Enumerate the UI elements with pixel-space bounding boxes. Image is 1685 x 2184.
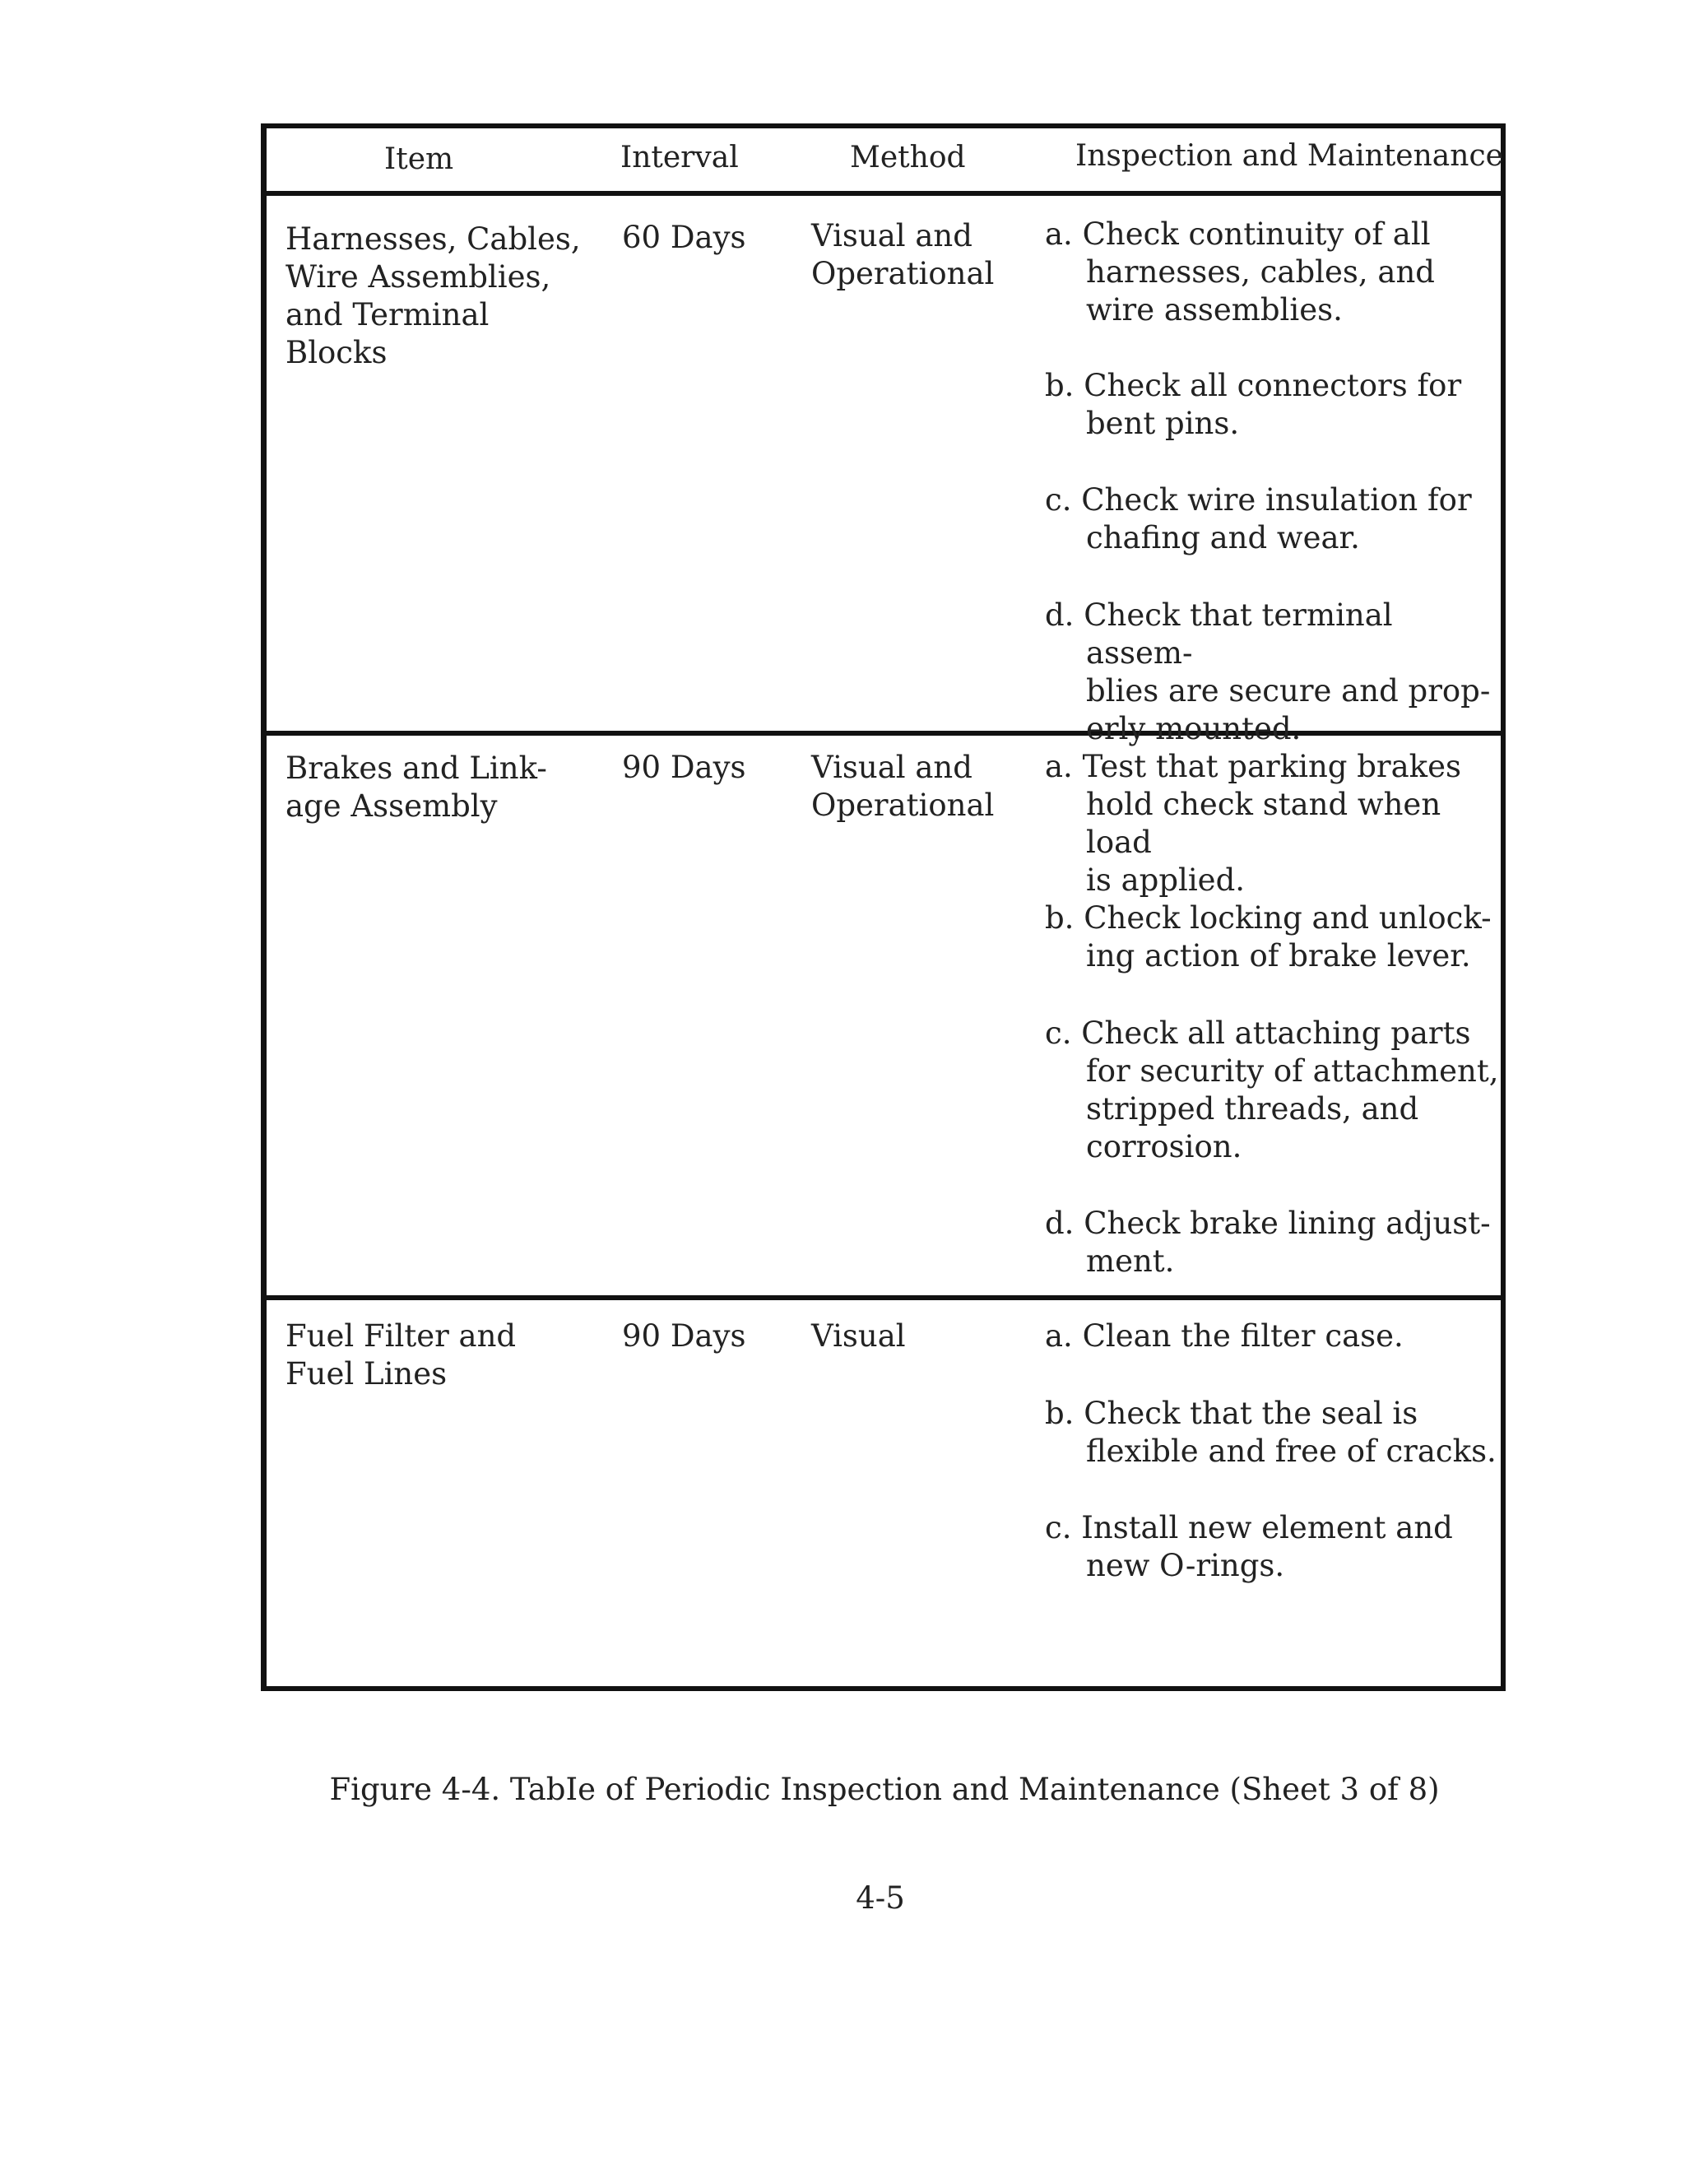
header-interval: Interval (620, 141, 739, 174)
step-text: a. Test that parking brakes hold check stand when load is applied. (1045, 749, 1461, 898)
inspection-step (1045, 367, 1506, 443)
header-inspection: Inspection and Maintenance (1075, 139, 1503, 173)
row-item: Brakes and Link- age Assembly (285, 750, 547, 824)
inspection-step (1045, 899, 1506, 975)
inspection-step (1045, 1205, 1506, 1280)
row-method: Visual (811, 1318, 906, 1354)
inspection-step (1045, 1015, 1506, 1166)
row-item: Harnesses, Cables, Wire Assemblies, and Terminal Blocks (285, 221, 581, 370)
row-method: Visual and Operational (811, 218, 995, 291)
row-interval: 90 Days (622, 1318, 746, 1354)
inspection-step (1045, 1509, 1506, 1585)
step-text: a. Clean the filter case. (1045, 1318, 1404, 1354)
inspection-step (1045, 1317, 1506, 1355)
row-method: Visual and Operational (811, 750, 995, 823)
figure-caption: Figure 4-4. TabIe of Periodic Inspection and Maintenance (Sheet 3 of 8) (329, 1772, 1440, 1807)
inspection-step (1045, 1395, 1506, 1471)
step-text: c. Install new element and new O-rings. (1045, 1510, 1453, 1583)
step-text: a. Check continuity of all harnesses, cables, and wire assemblies. (1045, 216, 1435, 328)
step-text: d. Check that terminal assem- blies are secure and prop- erly mounted. (1045, 597, 1491, 746)
inspection-step (1045, 748, 1506, 899)
inspection-step (1045, 481, 1506, 557)
row-interval: 60 Days (622, 220, 746, 255)
header-item: Item (384, 142, 454, 176)
step-text: b. Check locking and unlock- ing action of brake lever. (1045, 900, 1492, 974)
inspection-step (1045, 597, 1506, 748)
row-divider (261, 1295, 1506, 1300)
row-item: Fuel Filter and Fuel Lines (285, 1318, 517, 1392)
inspection-step (1045, 216, 1506, 329)
step-text: b. Check that the seal is flexible and free of cracks. (1045, 1396, 1497, 1469)
step-text: b. Check all connectors for bent pins. (1045, 368, 1462, 441)
step-text: c. Check wire insulation for chafing and wear. (1045, 482, 1472, 555)
row-interval: 90 Days (622, 750, 746, 785)
header-method: Method (850, 141, 966, 174)
header-divider (261, 191, 1506, 196)
page-number: 4-5 (856, 1880, 905, 1916)
step-text: c. Check all attaching parts for security of attachment, stripped threads, and corrosion. (1045, 1015, 1499, 1164)
step-text: d. Check brake lining adjust- ment. (1045, 1206, 1491, 1279)
